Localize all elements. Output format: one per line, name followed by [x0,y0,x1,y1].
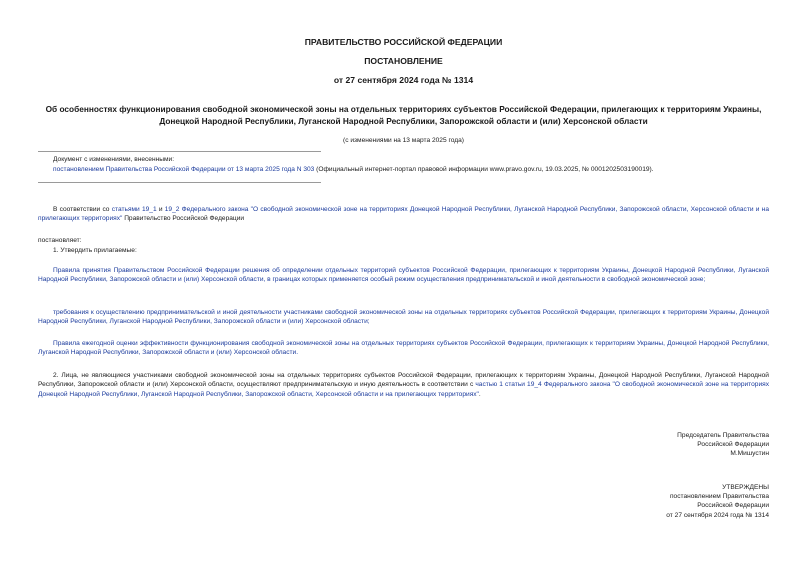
changes-source: (Официальный интернет-портал правовой информации www.pravo.gov.ru, 19.03.2025, № 0001202503190019). [314,166,654,173]
item-2-text: 2. Лица, не являющиеся участниками свободной экономической зоны на отдельных территориях субъектов Российской Федерации, прилегающих к территориям Украины, Донецкой Народной Республики, Луганской Народной Республики, Запорожской области и (или) Херсонской области, осуществляют предпринимательскую и иную деятельность в соответствии с [38,372,769,389]
article-19-4-link[interactable]: частью 1 статьи 19_4 Федерального закона "О свободной экономической зоне на территориях Донецкой Народной Республики, Луганской Народной Республики, Запорожской области, Херсонской области и на прилегающих территориях" [38,381,769,398]
intro-text-start: В соответствии со [53,206,112,213]
document-type: ПОСТАНОВЛЕНИЕ [364,56,443,66]
approved-country: Российской Федерации [697,502,769,510]
decrees-word: постановляет: [38,237,82,244]
changes-label: Документ с изменениями, внесенными: [53,156,175,163]
signature-name: М.Мишустин [730,450,769,458]
changes-line [53,165,773,174]
document-date-number: от 27 сентября 2024 года № 1314 [333,75,474,85]
rules-decision-link[interactable]: Правила принятия Правительством Российской Федерации решения об определении отдельных территорий субъектов Российской Федерации, прилегающих к территориям Украины, Донецкой Народной Республики, Луганской Народной Республики, Запорожской области и (или) Херсонской области, в границах которых применяется особый режим осуществления предпринимательской и иной деятельности в свободной экономической зоне; [38,267,769,284]
revision-note: (с изменениями на 13 марта 2025 года) [343,137,464,144]
approved-word: УТВЕРЖДЕНЫ [722,484,769,491]
signature-position: Председатель Правительства [677,432,769,439]
article-19-1-link[interactable]: статьями 19_1 [111,206,157,213]
approval-stamp [666,483,769,520]
efficiency-rules-link[interactable]: Правила ежегодной оценки эффективности функционирования свободной экономической зоны на отдельных территориях субъектов Российской Федерации, прилегающих к территориям Украины, Донецкой Народной Республики, Луганской Народной Республики, Запорожской области и (или) Херсонской области. [38,340,769,357]
item-1: 1. Утвердить прилагаемые: [53,247,137,254]
item-2 [38,371,769,399]
approved-date: от 27 сентября 2024 года № 1314 [666,511,769,519]
intro-text-end: Правительство Российской Федерации [122,215,245,223]
approved-by: постановлением Правительства [669,493,769,501]
item-2-end: . [478,390,481,398]
intro-text-mid: и [156,206,165,213]
intro-paragraph [38,205,769,224]
issuing-authority: ПРАВИТЕЛЬСТВО РОССИЙСКОЙ ФЕДЕРАЦИИ [304,37,503,47]
divider-top [38,151,321,152]
signature-country: Российской Федерации [697,441,769,449]
requirements-link[interactable]: требования к осуществлению предпринимательской и иной деятельности участниками свободной экономической зоны на отдельных территориях субъектов Российской Федерации, прилегающих к территориям Украины, Донецкой Народной Республики, Луганской Народной Республики, Запорожской области и (или) Херсонской области; [38,309,769,326]
signature-block [677,431,769,459]
article-19-2-link[interactable]: 19_2 Федерального закона "О свободной экономической зоне на территориях Донецкой Народной Республики, Луганской Народной Республики, Запорожской области, Херсонской области и на прилегающих территориях" [38,206,769,223]
amending-decree-link[interactable]: постановлением Правительства Российской Федерации от 13 марта 2025 года N 303 [53,166,315,173]
document-title: Об особенностях функционирования свободной экономической зоны на отдельных территориях субъектов Российской Федерации, прилегающих к территориям Украины, Донецкой Народной Республики, Луганской Народной Республики, Запорожской области и (или) Херсонской области [45,104,762,126]
divider-bottom [38,182,321,183]
